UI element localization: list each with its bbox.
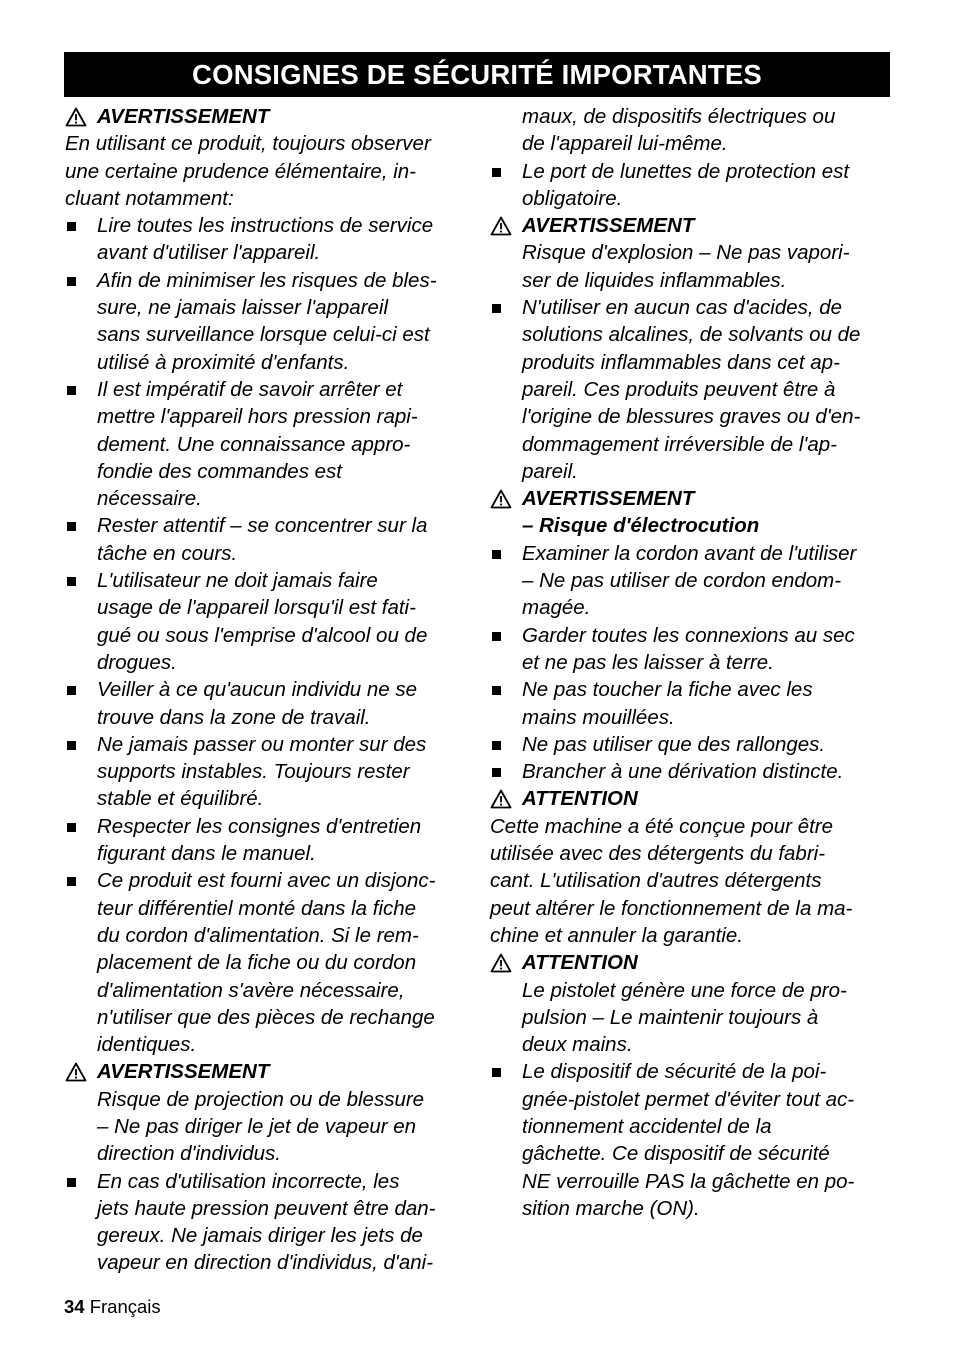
text-line: cluant notamment: bbox=[65, 186, 234, 210]
text-line: N'utiliser en aucun cas d'acides, de bbox=[522, 296, 843, 320]
warning-heading bbox=[490, 485, 895, 512]
warning-label: AVERTISSEMENT bbox=[97, 1060, 270, 1084]
text-line: Le port de lunettes de protection est bbox=[522, 159, 850, 183]
warning-heading bbox=[65, 103, 470, 130]
right-column bbox=[490, 103, 895, 1222]
text-line: Le dispositif de sécurité de la poi- bbox=[522, 1060, 827, 1084]
text-line: Brancher à une dérivation distincte. bbox=[522, 760, 844, 784]
warning-intro bbox=[65, 130, 470, 212]
attention-heading bbox=[490, 949, 895, 976]
page-number: 34 bbox=[64, 1296, 85, 1317]
bullet-square-icon bbox=[65, 813, 97, 868]
bullet-item bbox=[65, 267, 470, 376]
text-line: drogues. bbox=[97, 650, 177, 674]
bullet-item bbox=[65, 212, 470, 267]
text-line: dement. Une connaissance appro- bbox=[97, 432, 411, 456]
text-line: Examiner la cordon avant de l'utiliser bbox=[522, 541, 857, 565]
text-line: teur différentiel monté dans la fiche bbox=[97, 896, 417, 920]
warning-label: AVERTISSEMENT bbox=[97, 105, 270, 128]
text-line: En cas d'utilisation incorrecte, les bbox=[97, 1169, 400, 1193]
text-line: Il est impératif de savoir arrêter et bbox=[97, 377, 403, 401]
bullet-square-icon bbox=[490, 758, 522, 785]
bullet-item bbox=[490, 294, 895, 485]
bullet-item bbox=[65, 567, 470, 676]
text-line: du cordon d'alimentation. Si le rem- bbox=[97, 923, 419, 947]
text-line: Garder toutes les connexions au sec bbox=[522, 623, 855, 647]
text-line: NE verrouille PAS la gâchette en po- bbox=[522, 1169, 855, 1193]
bullet-item bbox=[65, 813, 470, 868]
text-line: utilisée avec des détergents du fabri- bbox=[490, 842, 826, 866]
text-line: mettre l'appareil hors pression rapi- bbox=[97, 405, 418, 429]
warning-triangle-icon bbox=[490, 789, 522, 809]
text-line: Ce produit est fourni avec un disjonc- bbox=[97, 869, 436, 893]
text-line: maux, de dispositifs électriques ou bbox=[522, 105, 836, 128]
text-line: d'alimentation s'avère nécessaire, bbox=[97, 978, 405, 1002]
text-line: – Ne pas utiliser de cordon endom- bbox=[522, 569, 842, 593]
left-column bbox=[65, 103, 470, 1277]
bullet-item bbox=[490, 158, 895, 213]
text-line: Rester attentif – se concentrer sur la bbox=[97, 514, 428, 538]
bullet-square-icon bbox=[490, 158, 522, 213]
bullet-item bbox=[65, 1168, 470, 1277]
text-line: stable et équilibré. bbox=[97, 787, 264, 811]
text-line: l'origine de blessures graves ou d'en- bbox=[522, 405, 861, 429]
bullet-item bbox=[65, 376, 470, 512]
bullet-item bbox=[65, 676, 470, 731]
text-line: chine et annuler la garantie. bbox=[490, 923, 744, 947]
text-line: Risque de projection ou de blessure bbox=[97, 1087, 425, 1111]
attention-heading bbox=[490, 785, 895, 812]
bullet-item bbox=[490, 676, 895, 731]
text-line: vapeur en direction d'individus, d'ani- bbox=[97, 1251, 434, 1275]
text-line: ser de liquides inflammables. bbox=[522, 268, 787, 292]
warning-heading bbox=[65, 1058, 470, 1085]
text-line: sans surveillance lorsque celui-ci est bbox=[97, 323, 430, 347]
bullet-square-icon bbox=[65, 567, 97, 676]
text-line: n'utiliser que des pièces de rechange bbox=[97, 1005, 435, 1029]
text-line: Lire toutes les instructions de service bbox=[97, 214, 434, 238]
bullet-item bbox=[490, 540, 895, 622]
warning-label: AVERTISSEMENT bbox=[522, 214, 695, 238]
bullet-square-icon bbox=[490, 731, 522, 758]
warning-triangle-icon bbox=[490, 953, 522, 973]
bullet-item bbox=[65, 867, 470, 1058]
text-line: solutions alcalines, de solvants ou de bbox=[522, 323, 861, 347]
bullet-item bbox=[65, 731, 470, 813]
text-line: tionnement accidentel de la bbox=[522, 1114, 772, 1138]
text-line: deux mains. bbox=[522, 1033, 633, 1057]
text-line: dommagement irréversible de l'ap- bbox=[522, 432, 837, 456]
bullet-square-icon bbox=[65, 376, 97, 512]
bullet-item bbox=[490, 731, 895, 758]
text-line: jets haute pression peuvent être dan- bbox=[97, 1196, 436, 1220]
warning-triangle-icon bbox=[490, 216, 522, 236]
text-line: L'utilisateur ne doit jamais faire bbox=[97, 569, 378, 593]
warning-label: AVERTISSEMENT bbox=[522, 487, 695, 511]
text-line: mains mouillées. bbox=[522, 705, 675, 729]
text-line: pulsion – Le maintenir toujours à bbox=[522, 1005, 819, 1029]
text-line: gereux. Ne jamais diriger les jets de bbox=[97, 1224, 423, 1248]
text-line: peut altérer le fonctionnement de la ma- bbox=[490, 896, 853, 920]
page-footer bbox=[64, 1296, 161, 1318]
bullet-item bbox=[490, 622, 895, 677]
text-line: de l'appareil lui-même. bbox=[522, 132, 728, 156]
text-line: En utilisant ce produit, toujours observer bbox=[65, 132, 431, 156]
text-line: gué ou sous l'emprise d'alcool ou de bbox=[97, 623, 428, 647]
bullet-square-icon bbox=[490, 676, 522, 731]
text-line: tâche en cours. bbox=[97, 541, 238, 565]
text-line: direction d'individus. bbox=[97, 1142, 281, 1166]
bullet-square-icon bbox=[490, 540, 522, 622]
text-line: cant. L'utilisation d'autres détergents bbox=[490, 869, 822, 893]
text-line: Risque d'explosion – Ne pas vapori- bbox=[522, 241, 850, 265]
text-line: magée. bbox=[522, 596, 591, 620]
warning-text bbox=[490, 239, 895, 294]
attention-text bbox=[490, 813, 895, 949]
bullet-square-icon bbox=[65, 212, 97, 267]
text-line: sure, ne jamais laisser l'appareil bbox=[97, 296, 389, 320]
text-line: pareil. Ces produits peuvent être à bbox=[522, 377, 836, 401]
text-line: trouve dans la zone de travail. bbox=[97, 705, 371, 729]
bullet-square-icon bbox=[490, 294, 522, 485]
warning-subtitle: – Risque d'électrocution bbox=[522, 514, 760, 538]
text-line: fondie des commandes est bbox=[97, 459, 342, 483]
text-line: gnée-pistolet permet d'éviter tout ac- bbox=[522, 1087, 855, 1111]
bullet-square-icon bbox=[65, 512, 97, 567]
text-line: figurant dans le manuel. bbox=[97, 842, 316, 866]
text-line: Ne jamais passer ou monter sur des bbox=[97, 732, 427, 756]
text-line: Le pistolet génère une force de pro- bbox=[522, 978, 847, 1002]
bullet-item bbox=[490, 758, 895, 785]
bullet-square-icon bbox=[65, 267, 97, 376]
text-line: Veiller à ce qu'aucun individu ne se bbox=[97, 678, 417, 702]
text-line: identiques. bbox=[97, 1033, 197, 1057]
section-header bbox=[64, 52, 890, 97]
text-line: nécessaire. bbox=[97, 487, 202, 511]
bullet-square-icon bbox=[65, 867, 97, 1058]
attention-text bbox=[490, 977, 895, 1059]
text-line: Respecter les consignes d'entretien bbox=[97, 814, 422, 838]
text-line: une certaine prudence élémentaire, in- bbox=[65, 159, 416, 183]
warning-triangle-icon bbox=[65, 107, 97, 127]
text-line: utilisé à proximité d'enfants. bbox=[97, 350, 350, 374]
warning-triangle-icon bbox=[490, 489, 522, 509]
text-line: produits inflammables dans cet ap- bbox=[522, 350, 840, 374]
bullet-square-icon bbox=[490, 1058, 522, 1222]
attention-label: ATTENTION bbox=[522, 951, 638, 975]
text-line: Ne pas toucher la fiche avec les bbox=[522, 678, 813, 702]
footer-language: Français bbox=[89, 1296, 161, 1317]
text-line: sition marche (ON). bbox=[522, 1196, 700, 1220]
text-line: usage de l'appareil lorsqu'il est fati- bbox=[97, 596, 416, 620]
bullet-square-icon bbox=[65, 676, 97, 731]
text-line: Afin de minimiser les risques de bles- bbox=[97, 268, 437, 292]
text-line: supports instables. Toujours rester bbox=[97, 760, 410, 784]
bullet-square-icon bbox=[65, 731, 97, 813]
warning-triangle-icon bbox=[65, 1062, 97, 1082]
page-title: CONSIGNES DE SÉCURITÉ IMPORTANTES bbox=[192, 58, 762, 90]
text-line: avant d'utiliser l'appareil. bbox=[97, 241, 321, 265]
warning-text bbox=[65, 1086, 470, 1168]
text-line: pareil. bbox=[522, 459, 578, 483]
text-line: obligatoire. bbox=[522, 186, 623, 210]
text-line: Ne pas utiliser que des rallonges. bbox=[522, 732, 826, 756]
warning-heading bbox=[490, 212, 895, 239]
bullet-square-icon bbox=[490, 622, 522, 677]
text-line: et ne pas les laisser à terre. bbox=[522, 650, 774, 674]
continued-text bbox=[490, 103, 895, 158]
bullet-item bbox=[65, 512, 470, 567]
attention-label: ATTENTION bbox=[522, 787, 638, 811]
bullet-item bbox=[490, 1058, 895, 1222]
bullet-square-icon bbox=[65, 1168, 97, 1277]
text-line: Cette machine a été conçue pour être bbox=[490, 814, 834, 838]
text-line: gâchette. Ce dispositif de sécurité bbox=[522, 1142, 830, 1166]
text-line: – Ne pas diriger le jet de vapeur en bbox=[97, 1114, 417, 1138]
text-line: placement de la fiche ou du cordon bbox=[97, 951, 417, 975]
